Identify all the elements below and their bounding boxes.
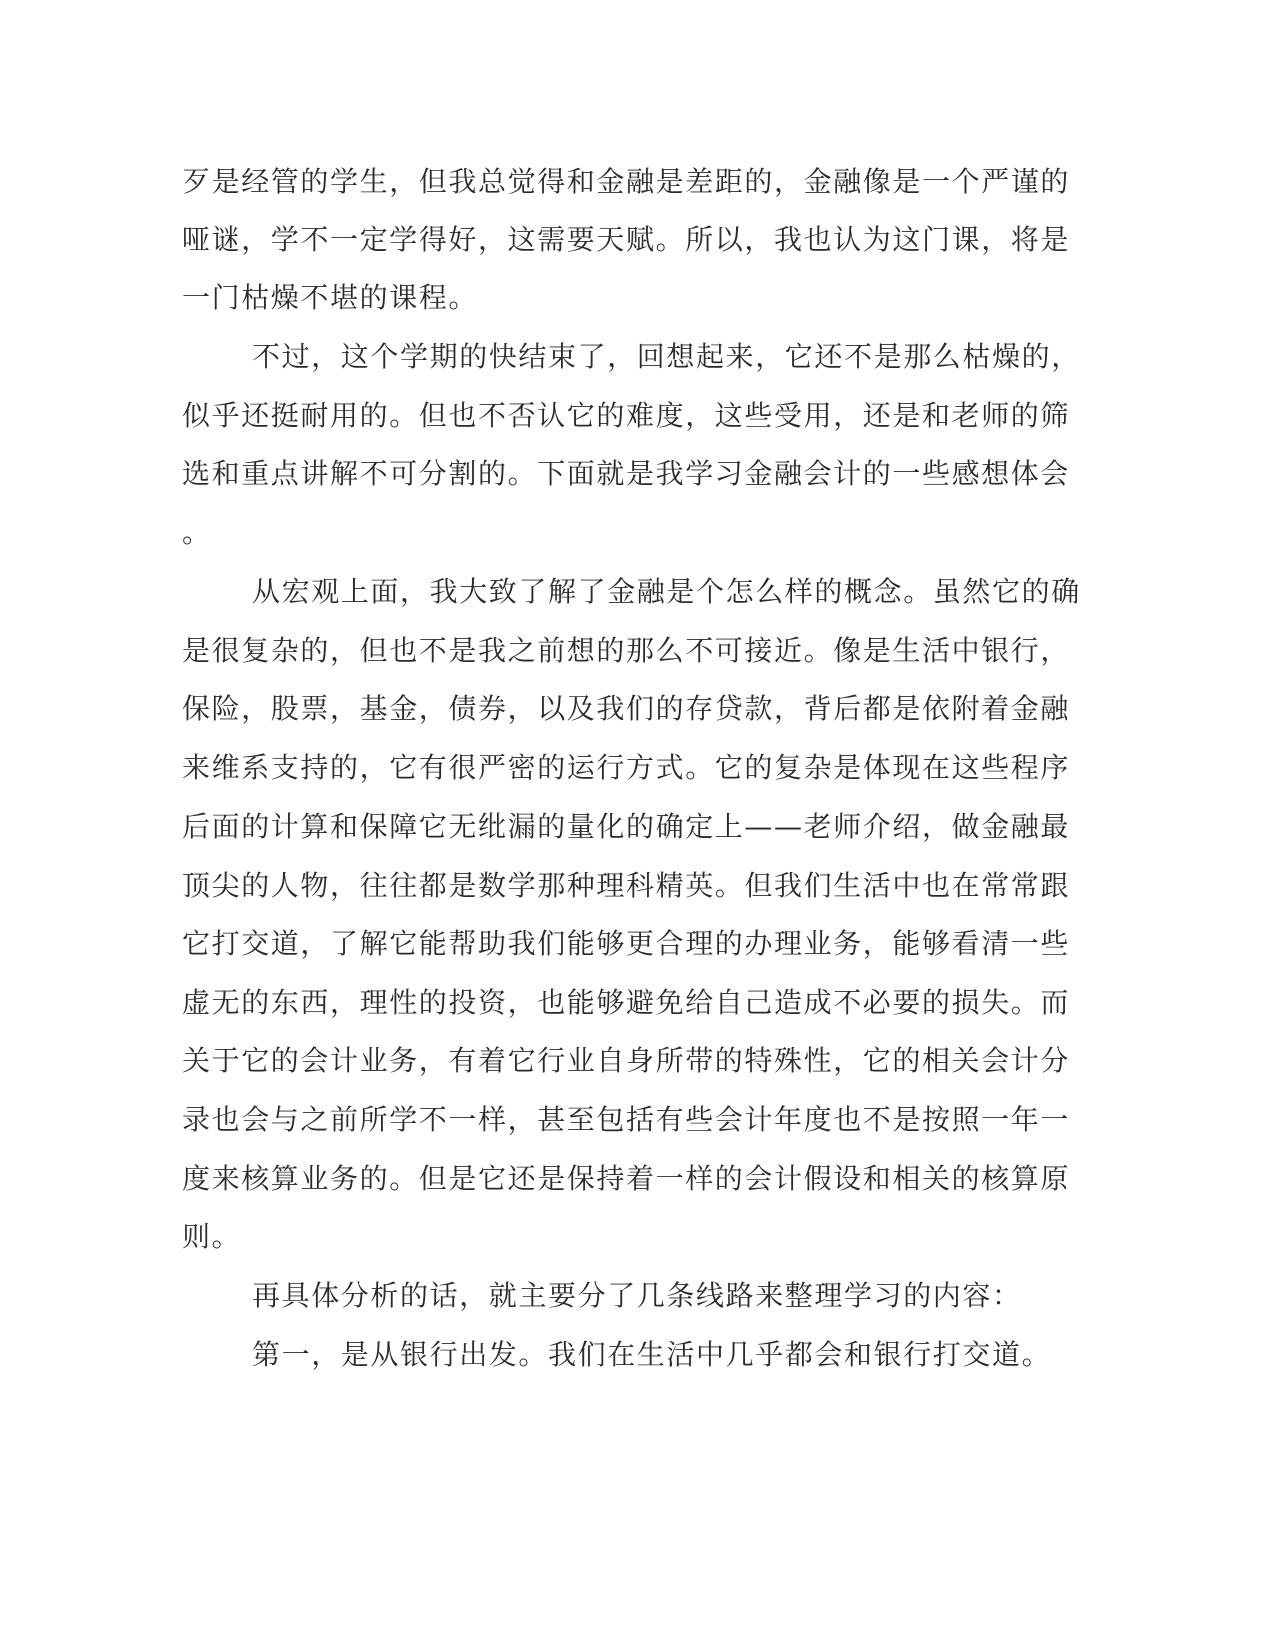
text-line: 顶尖的人物，往往都是数学那种理科精英。但我们生活中也在常常跟 bbox=[182, 869, 1071, 902]
text-line: 度来核算业务的。但是它还是保持着一样的会计假设和相关的核算原 bbox=[182, 1162, 1071, 1195]
paragraph-first-line: 从宏观上面，我大致了解了金融是个怎么样的概念。虽然它的确 bbox=[252, 575, 1081, 608]
text-line: 后面的计算和保障它无纰漏的量化的确定上——老师介绍，做金融最 bbox=[182, 810, 1071, 843]
paragraph-first-line: 再具体分析的话，就主要分了几条线路来整理学习的内容： bbox=[252, 1279, 1022, 1312]
text-line: 虚无的东西，理性的投资，也能够避免给自己造成不必要的损失。而 bbox=[182, 986, 1071, 1019]
text-line: 歹是经管的学生，但我总觉得和金融是差距的，金融像是一个严谨的 bbox=[182, 165, 1071, 198]
text-line: 一门枯燥不堪的课程。 bbox=[182, 281, 479, 314]
text-line: 似乎还挺耐用的。但也不否认它的难度，这些受用，还是和老师的筛 bbox=[182, 399, 1071, 432]
text-line: 哑谜，学不一定学得好，这需要天赋。所以，我也认为这门课，将是 bbox=[182, 223, 1071, 256]
text-line: 选和重点讲解不可分割的。下面就是我学习金融会计的一些感想体会 bbox=[182, 457, 1071, 490]
paragraph-first-line: 第一，是从银行出发。我们在生活中几乎都会和银行打交道。 bbox=[252, 1338, 1052, 1371]
text-line: 关于它的会计业务，有着它行业自身所带的特殊性，它的相关会计分 bbox=[182, 1044, 1071, 1077]
text-line: 。 bbox=[182, 516, 212, 549]
text-line: 它打交道，了解它能帮助我们能够更合理的办理业务，能够看清一些 bbox=[182, 927, 1071, 960]
text-line: 保险，股票，基金，债券，以及我们的存贷款，背后都是依附着金融 bbox=[182, 692, 1071, 725]
text-line: 则。 bbox=[182, 1220, 242, 1253]
text-line: 来维系支持的，它有很严密的运行方式。它的复杂是体现在这些程序 bbox=[182, 751, 1071, 784]
text-line: 录也会与之前所学不一样，甚至包括有些会计年度也不是按照一年一 bbox=[182, 1103, 1071, 1136]
paragraph-first-line: 不过，这个学期的快结束了，回想起来，它还不是那么枯燥的， bbox=[252, 340, 1081, 373]
text-line: 是很复杂的，但也不是我之前想的那么不可接近。像是生活中银行， bbox=[182, 634, 1071, 667]
